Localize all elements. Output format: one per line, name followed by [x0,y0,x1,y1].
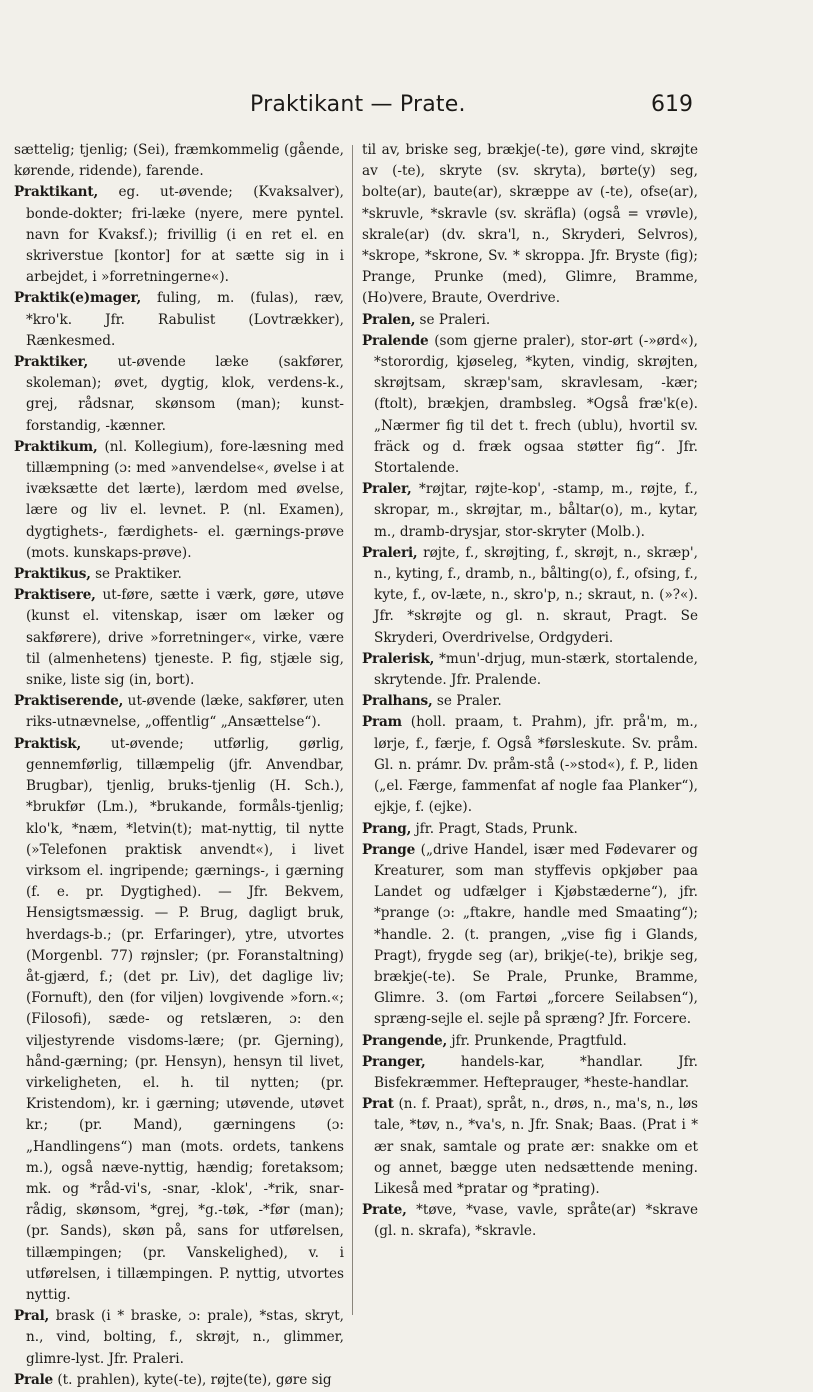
entry-headword: Pralende [362,332,429,349]
entry-headword: Praktikant, [14,184,98,201]
dictionary-entry [14,734,344,1306]
entry-headword: Prang, [362,820,412,837]
dictionary-entry [362,691,698,712]
entry-text: („drive Handel, især med Fødevarer og Kreaturer, som man styffevis opkjøber paa Landet og udfælger i Kjøbstæderne“), jfr. *prange (ɔ: „ftakre, handle med Smaating“); *handle. 2. (t. prangen, „vise fig i Glands, Pragt), frygde seg (ar), brikje(-te), brikje seg, brækje(-te). Se Prale, Prunke, Bramme, Glimre. 3. (om Fartøi „forcere Seilabsen“), spræng-sejle el. sejle på spræng? Jfr. Forcere. [374,841,698,1028]
entry-text: (som gjerne praler), stor-ørt (-»ørd«), *storordig, kjøseleg, *kyten, vindig, skrøjten, skrøjtsam, skræp'sam, skravlesam, -kær; (ftolt), brækjen, drambsleg. *Også fræ'k(e). „Nærmer fig til det t. frech (ublu), hvortil sv. fräck og d. fræk ogsaa støtter fig“. Jfr. Stortalende. [374,332,698,477]
dictionary-entry [14,437,344,564]
entry-text: ut-føre, sætte i værk, gøre, utøve (kunst el. vitenskap, især om læker og sakførere), drive »forretninger«, virke, være til (almenhetens) tjeneste. P. fig, stjæle sig, snike, liste sig (in, bort). [26,587,344,689]
dictionary-entry [362,543,698,649]
dictionary-entry [362,331,698,479]
entry-text: (holl. praam, t. Prahm), jfr. prå'm, m., lørje, f., færje, f. Også *førsleskute. Sv. pråm. Gl. n. prámr. Dv. pråm-stå (-»stod«), f. P., liden („el. Færge, fammenfat af nogle faa Planker“), ejkje, f. (ejke). [374,714,698,816]
entry-text: *tøve, *vase, vavle, språte(ar) *skrave (gl. n. skrafa), *skravle. [374,1202,698,1240]
entry-headword: Pral, [14,1308,50,1325]
entry-text: se Praler. [432,693,502,710]
dictionary-entry [362,649,698,691]
entry-headword: Prange [362,841,416,858]
entry-text: fuling, m. (fulas), ræv, *kro'k. Jfr. Rabulist (Lovtrækker), Rænkesmed. [26,290,344,349]
dictionary-entry [362,479,698,543]
entry-headword: Praktik(e)mager, [14,290,142,307]
entry-text: se Praleri. [415,311,491,328]
entry-headword: Praktisere, [14,587,96,604]
entry-headword: Praler, [362,481,412,498]
dictionary-entry [14,140,344,182]
dictionary-entry [362,1094,698,1200]
entry-headword: Pralhans, [362,693,433,710]
dictionary-entry [14,352,344,437]
entry-text: *mun'-drjug, mun-stærk, stortalende, skrytende. Jfr. Pralende. [374,650,698,689]
entry-headword: Praleri, [362,544,418,561]
dictionary-entry [362,140,698,310]
dictionary-entry [14,564,344,585]
entry-headword: Praktikus, [14,566,91,583]
dictionary-entry [362,1200,698,1242]
entry-headword: Praktisk, [14,735,82,752]
entry-headword: Prat [362,1096,394,1113]
column-divider [352,145,353,1315]
entry-text: (t. prahlen), kyte(-te), røjte(te), gøre sig [53,1371,332,1388]
entry-text: sættelig; tjenlig; (Sei), fræmkommelig (gående, kørende, ridende), farende. [14,142,344,180]
dictionary-entry [14,1306,344,1370]
dictionary-entry [362,1031,698,1052]
entry-text: (nl. Kollegium), fore-læsning med tillæmpning (ɔ: med »anvendelse«, øvelse i at ivæksætte det lærte), lærdom med øvelse, lære og liv el. levnet. P. (nl. Examen), dygtighets-, færdighets- el. gærnings-prøve (mots. kunskaps-prøve). [26,438,344,561]
page-number: 619 [651,92,693,117]
entry-text: se Praktiker. [90,566,182,583]
entry-text: ut-øvende (læke, sakfører, uten riks-utnævnelse, „offentlig“ „Ansættelse“). [26,693,344,731]
entry-headword: Pralen, [362,311,416,328]
entry-headword: Prate, [362,1202,407,1219]
running-head: Praktikant — Prate. [250,92,466,117]
entry-text: til av, briske seg, brækje(-te), gøre vind, skrøjte av (-te), skryte (sv. skryta), børte(y) seg, bolte(ar), baute(ar), skræppe av (-te), ofse(ar), *skruvle, *skravle (sv. skräfla) (også = vrøvle), skrale(ar) (dv. skra'l, n., Skryderi, Selvros), *skrope, *skrone, Sv. * skroppa. Jfr. Bryste (fig); Prange, Prunke (med), Glimre, Bramme, (Ho)vere, Braute, Overdrive. [362,142,698,307]
entry-text: jfr. Pragt, Stads, Prunk. [411,820,578,837]
entry-text: *røjtar, røjte-kop', -stamp, m., røjte, f., skropar, m., skrøjtar, m., båltar(o), m., kytar, m., dramb-drysjar, stor-skryter (Molb.). [374,481,698,540]
dictionary-entry [14,182,344,288]
entry-headword: Praktiserende, [14,693,124,710]
dictionary-entry [362,712,698,818]
dictionary-entry [362,310,698,331]
entry-headword: Pram [362,714,402,731]
entry-text: eg. ut-øvende; (Kvaksalver), bonde-dokter; fri-læke (nyere, mere pyntel. navn for Kvaksf.); frivillig (i en ret el. en skriverstue [kontor] for at sætte sig in i arbejdet, i »forretningerne«). [26,184,344,286]
dictionary-entry [362,1052,698,1094]
left-column [14,140,344,1391]
entry-text: røjte, f., skrøjting, f., skrøjt, n., skræp', n., kyting, f., dramb, n., bålting(o), f., ofsing, f., kyte, f., ov-læte, n., skro'p, n.; skraut, n. (»?«). Jfr. *skrøjte og gl. n. skraut, Pragt. Se Skryderi, Overdrivelse, Ordgyderi. [374,544,698,646]
entry-text: handels-kar, *handlar. Jfr. Bisfekræmmer. Hefteprauger, *heste-handlar. [374,1053,698,1091]
dictionary-entry [14,585,344,691]
entry-headword: Prangende, [362,1032,447,1049]
right-column [362,140,698,1243]
entry-headword: Pranger, [362,1053,426,1070]
entry-text: (n. f. Praat), språt, n., drøs, n., ma's, n., løs tale, *tøv, n., *va's, n. Jfr. Snak; Baas. (Prat i * ær snak, samtale og prate ær: snakke om et og annet, bægge uten nedsættende mening. Likeså med *pratar og *prating). [374,1096,698,1197]
entry-text: ut-øvende læke (sakfører, skoleman); øvet, dygtig, klok, verdens-k., grej, rådsnar, skønsom (man); kunst-forstandig, -kænner. [26,354,344,434]
page-header [0,92,813,132]
entry-headword: Praktiker, [14,354,89,371]
dictionary-entry [14,288,344,352]
dictionary-entry [362,819,698,840]
entry-text: brask (i * braske, ɔ: prale), *stas, skryt, n., vind, bolting, f., skrøjt, n., glimmer, glimre-lyst. Jfr. Praleri. [26,1308,344,1367]
entry-headword: Prale [14,1371,54,1388]
entry-text: jfr. Prunkende, Pragtfuld. [447,1032,627,1049]
entry-headword: Praktikum, [14,438,98,455]
entry-text: ut-øvende; utførlig, gørlig, gennemførlig, tillæmpelig (jfr. Anvendbar, Brugbar), tjenlig, bruks-tjenlig (H. Sch.), *brukfør (Lm.), *brukande, formåls-tjenlig; klo'k, *næm, *letvin(t); mat-nyttig, til nytte (»Telefonen praktisk anvendt«), i livet virksom el. ingripende; gærnings-, i gærning (f. e. pr. Dygtighed). — Jfr. Bekvem, Hensigtsmæssig. — P. Brug, dagligt bruk, hverdags-b.; (pr. Erfaringer), ytre, utvortes (Morgenbl. 77) røjnsler; (pr. Foranstaltning) åt-gjærd, f.; (det pr. Liv), det daglige liv; (Fornuft), den (for viljen) lovgivende »forn.«; (Filosofi), sæde- og retslæren, ɔ: den viljestyrende visdoms-lære; (pr. Gjerning), hånd-gærning; (pr. Hensyn), hensyn til livet, virkeligheten, el. h. til nytten; (pr. Kristendom), kr. i gærning; utøvende, utøvet kr.; (pr. Mand), gærningens (ɔ: „Handlingens“) man (mots. ordets, tankens m.), også næve-nyttig, hændig; foretaksom; mk. og *råd-vi's, -snar, -klok', -*rik, snar-rådig, skønsom, *grej, *g.-tøk, -*før (man); (pr. Sands), skøn på, sans for utførelsen, tillæmpingen; (pr. Vanskelighed), v. i utførelsen, i tillæmpingen. P. nyttig, utvortes nyttig. [26,735,344,1303]
dictionary-entry [14,1370,344,1391]
dictionary-entry [362,840,698,1031]
entry-headword: Pralerisk, [362,650,435,667]
dictionary-entry [14,691,344,733]
